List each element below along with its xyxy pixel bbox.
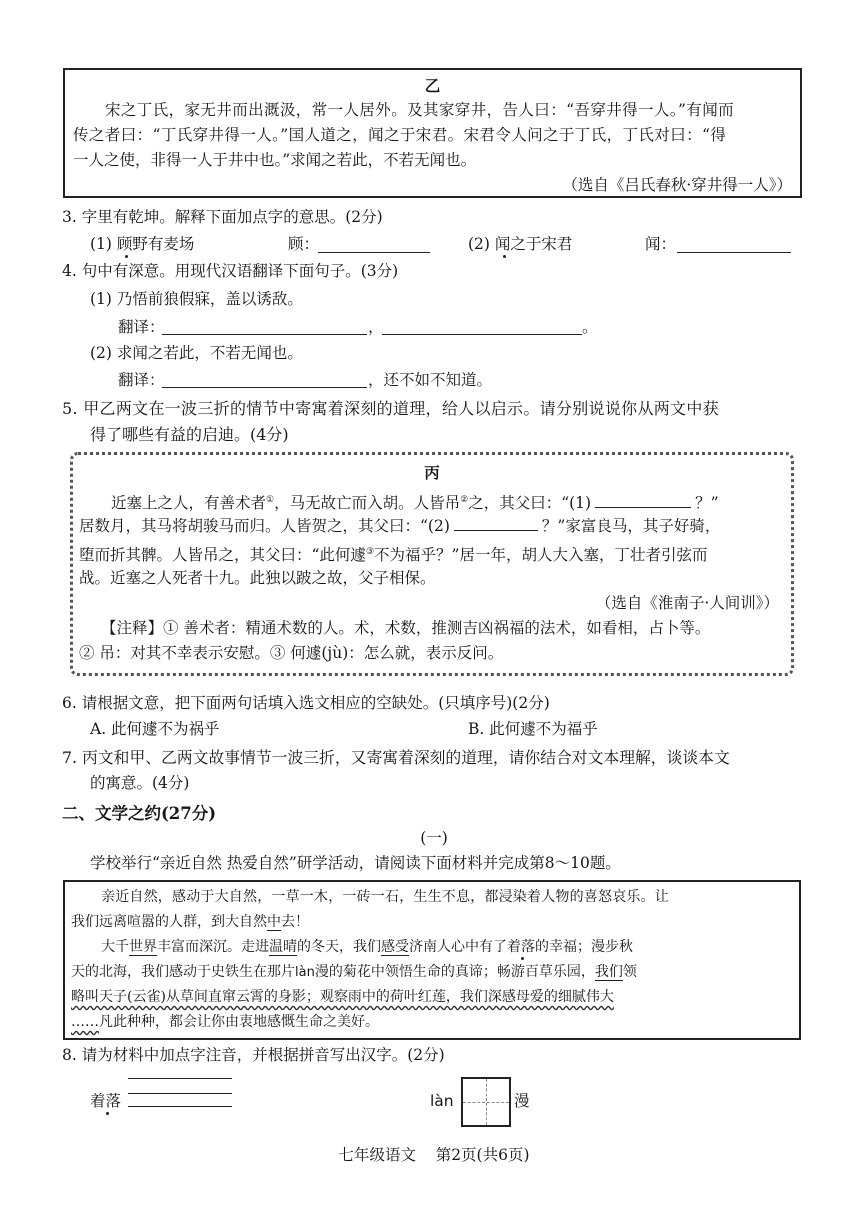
passage-yi-box [63,68,802,198]
material-line1: 亲近自然，感动于大自然，一草一木，一砖一石，生生不息，都浸染着人物的喜怒哀乐。让 [101,889,669,905]
passage-bing-line3: 堕而折其髀。人皆吊之，其父曰：“此何遽③不为福乎？”居一年，胡人大入塞，丁壮者引弦而 [79,546,708,565]
q8-pinyin-line-1[interactable] [128,1078,232,1079]
q8-character-box[interactable] [461,1077,511,1127]
material-line3: 大千世界丰富而深沉。走进温晴的冬天，我们感受济南人心中有了着落的幸福；漫步秋 [101,939,633,955]
q3-answer1-line[interactable] [318,252,430,253]
q3-item2-label: 闻： [645,235,677,253]
grid-horizontal-guide [463,1102,509,1103]
q8-stem: 8. 请为材料中加点字注音，并根据拼音写出汉字。(2分) [62,1046,445,1064]
material-line4: 天的北海，我们感动于史铁生在那片làn漫的菊花中领悟生命的真谛；畅游百草乐园，我们领 [71,964,637,980]
q6-option-b: B. 此何遽不为福乎 [468,720,598,738]
passage-bing-box [70,452,794,676]
q3-item1: (1) 顾野有麦场 [90,235,195,253]
passage-yi-line3: 一人之使，非得一人于井中也。”求闻之若此，不若无闻也。 [73,151,477,169]
material-line5: 略叫天子(云雀)从草间直窜云霄的身影；观察雨中的荷叶红莲，我们深感母爱的细腻伟大 [71,989,614,1005]
passage-bing-source: （选自《淮南子·人间训》） [595,594,779,612]
q8-after-char: 漫 [514,1092,530,1110]
material-line2: 我们远离喧嚣的人群，到大自然中去！ [71,914,309,930]
bing-blank-2[interactable] [454,514,538,531]
material-line6: ……凡此种种，都会让你由衷地感慨生命之美好。 [71,1014,379,1030]
q7-line1: 7. 丙文和甲、乙两文故事情节一波三折，又寄寓着深刻的道理，请你结合对文本理解，谈谈本文 [62,748,730,767]
section2-intro: 学校举行“亲近自然 热爱自然”研学活动，请阅读下面材料并完成第8～10题。 [90,854,621,872]
q5-line2: 得了哪些有益的启迪。(4分) [90,425,289,444]
q8-pinyin-line-3[interactable] [128,1106,232,1107]
q4-answer1a-line[interactable] [162,334,367,335]
passage-yi-line2: 传之者曰：“丁氏穿井得一人。”国人道之，闻之于宋君。宋君令人问之于丁氏，丁氏对曰：“得 [73,126,727,144]
q4-period: 。 [582,318,598,336]
q5-line1: 5. 甲乙两文在一波三折的情节中寄寓着深刻的道理，给人以启示。请分别说说你从两文中获 [62,399,719,418]
passage-bing-line1: 近塞上之人，有善术者①，马无故亡而入胡。人皆吊②之，其父曰：“(1) ？” [111,488,719,516]
bing-blank-1[interactable] [595,491,691,508]
passage-yi-title: 乙 [424,76,441,95]
q4-stem: 4. 句中有深意。用现代汉语翻译下面句子。(3分) [62,262,399,280]
section2-subtitle: (一) [420,829,448,847]
passage-bing-line2: 居数月，其马将胡骏马而归。人皆贺之，其父曰：“(2) ？”家富良马，其子好骑， [79,514,720,539]
q4-answer1b-line[interactable] [382,334,582,335]
passage-yi-source: （选自《吕氏春秋·穿井得一人》） [562,176,792,194]
q4-translate-label-2: 翻译： [118,371,165,389]
q3-item1-label: 顾： [288,235,320,253]
q6-option-a: A. 此何遽不为祸乎 [90,720,220,738]
q3-item2-dotted-char: 闻 [494,235,511,253]
q3-stem: 3. 字里有乾坤。解释下面加点字的意思。(2分) [62,208,383,226]
q7-line2: 的寓意。(4分) [90,774,190,792]
q4-tail: ，还不如不知道。 [368,371,493,389]
q4-translate-label-1: 翻译： [118,318,165,336]
q4-answer2-line[interactable] [162,387,367,388]
passage-bing-line4: 战。近塞之人死者十九。此独以跛之故，父子相保。 [79,569,436,587]
q3-item1-dotted-char: 顾 [116,235,133,253]
q8-word: 着落 [90,1092,122,1110]
material-box [63,880,801,1040]
q4-comma: ， [368,318,384,336]
q3-answer2-line[interactable] [677,252,791,253]
q3-item2: (2) 闻之于宋君 [468,235,573,253]
section2-title: 二、文学之约(27分) [62,804,217,823]
passage-bing-note1: 【注释】① 善术者：精通术数的人。术，术数，推测吉凶祸福的法术，如看相，占卜等。 [101,619,711,637]
passage-bing-title: 丙 [424,463,440,482]
q8-pinyin: làn [430,1092,454,1110]
q4-sentence2: (2) 求闻之若此，不若无闻也。 [90,344,303,362]
page-footer: 七年级语文 第2页(共6页) [338,1146,530,1164]
q6-stem: 6. 请根据文意，把下面两句话填入选文相应的空缺处。(只填序号)(2分) [62,694,550,712]
q4-sentence1: (1) 乃悟前狼假寐，盖以诱敌。 [90,290,303,308]
q8-pinyin-line-2[interactable] [128,1093,232,1094]
passage-yi-line1: 宋之丁氏，家无井而出溉汲，常一人居外。及其家穿井，告人曰：“吾穿井得一人。”有闻而 [105,101,735,119]
passage-bing-note2: ② 吊：对其不幸表示安慰。③ 何遽(jù)：怎么就，表示反问。 [79,644,504,662]
